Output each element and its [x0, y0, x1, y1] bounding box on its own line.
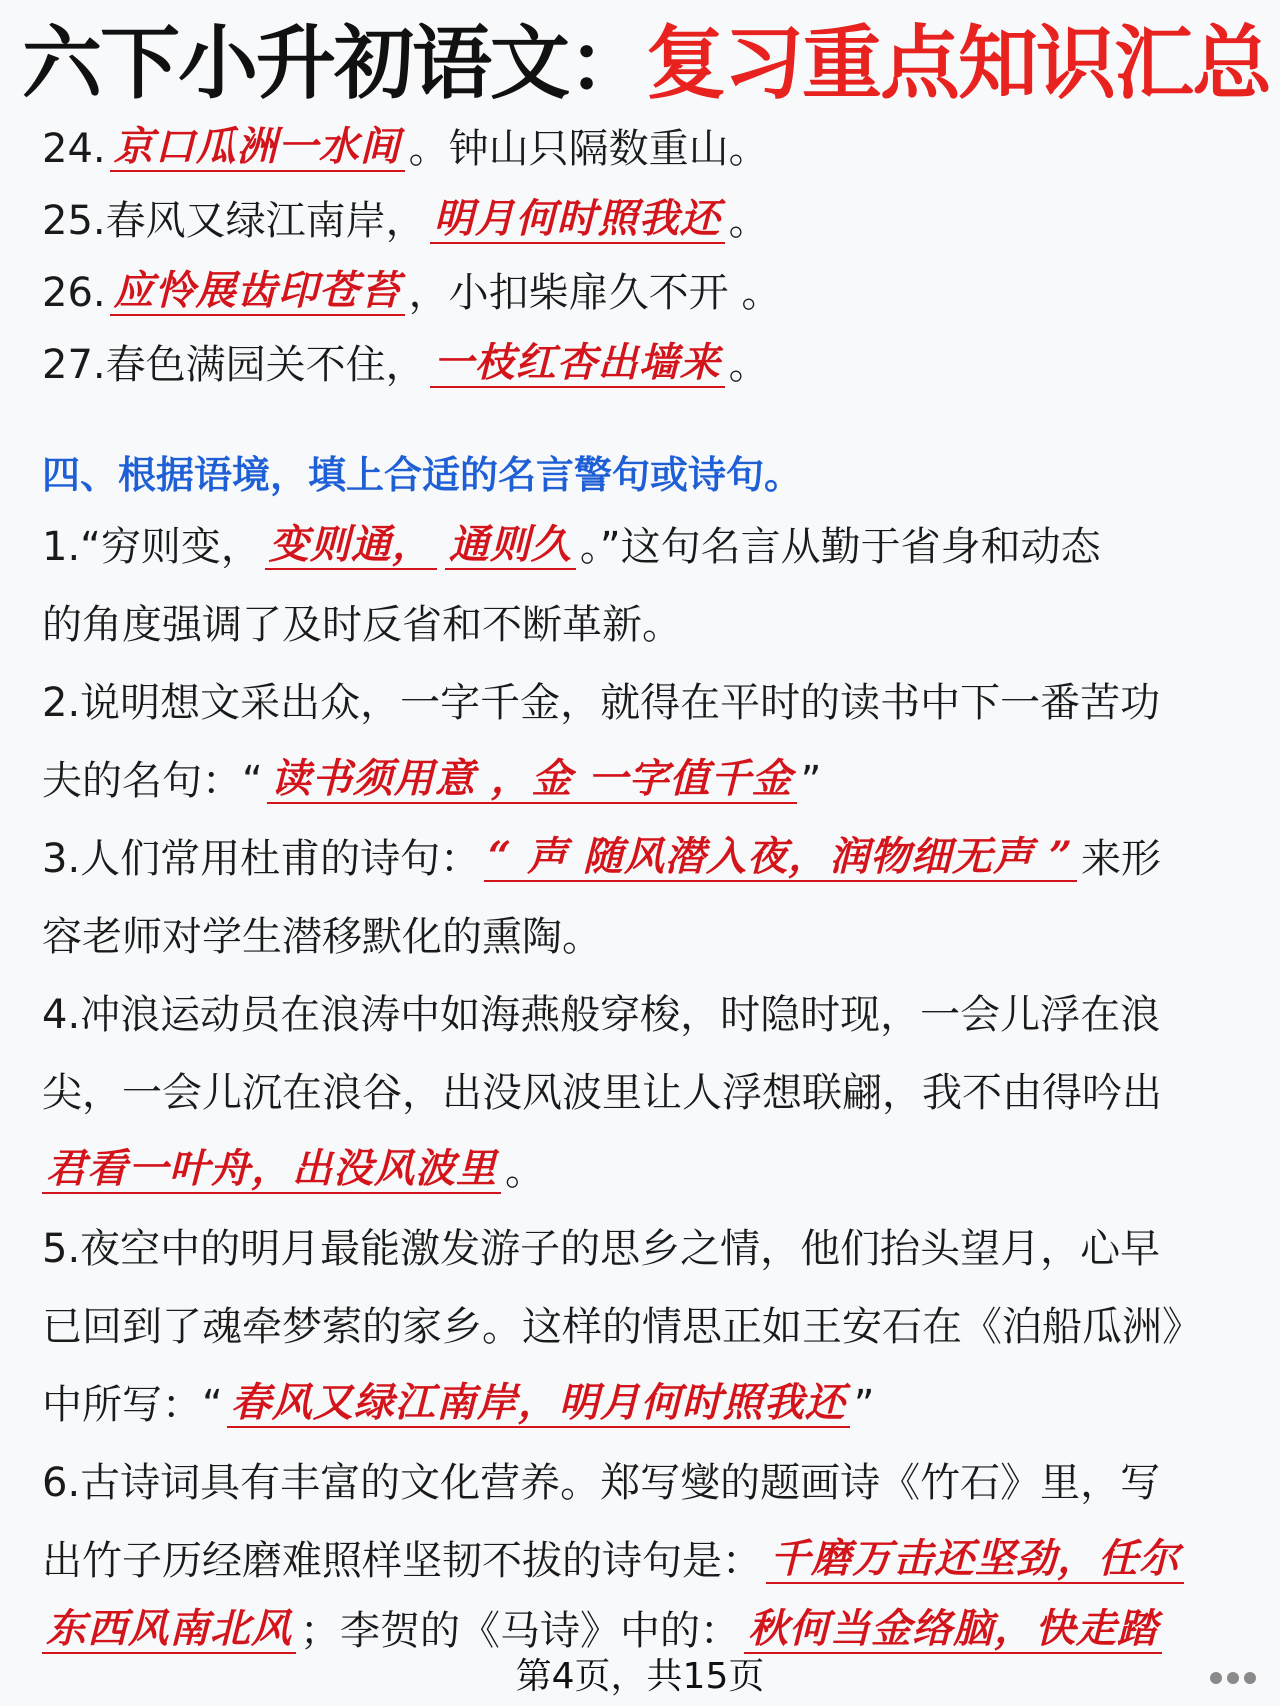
q5-line3: [42, 1366, 1250, 1444]
q5-answer: 春风又绿江南岸，明月何时照我还: [227, 1383, 850, 1428]
q5-line1: [42, 1210, 1250, 1288]
q5-text-a: 5.夜空中的明月最能激发游子的思乡之情，他们抬头望月，心早: [42, 1226, 1161, 1272]
q1-line2: [42, 586, 1250, 664]
q3-text-c: 容老师对学生潜移默化的熏陶。: [42, 914, 602, 960]
q6-line2: [42, 1522, 1250, 1600]
item-25-after: 。: [728, 198, 769, 244]
q4-line1: [42, 976, 1250, 1054]
q6-text-c: ；李贺的《马诗》中的：: [300, 1608, 740, 1654]
item-27-after: 。: [728, 342, 769, 388]
q4-line2: [42, 1054, 1250, 1132]
q5-line2: [42, 1288, 1250, 1366]
q2-text-c: ”: [800, 758, 822, 804]
q1-text-a: 1.“穷则变，: [42, 524, 261, 570]
q3-text-b: 来形: [1080, 836, 1161, 882]
section-heading: 四、根据语境，填上合适的名言警句或诗句。: [42, 452, 803, 497]
q6-text-a: 6.古诗词具有丰富的文化营养。郑写燮的题画诗《竹石》里，写: [42, 1460, 1161, 1506]
item-25-answer: 明月何时照我还: [430, 199, 725, 244]
item-27: [42, 326, 1250, 404]
page-title: [22, 8, 1270, 120]
q2-text-a: 2.说明想文采出众，一字千金，就得在平时的读书中下一番苦功: [42, 680, 1161, 726]
q5-text-b: 已回到了魂牵梦萦的家乡。这样的情思正如王安石在《泊船瓜洲》: [42, 1304, 1202, 1350]
item-27-before: 27.春色满园关不住，: [42, 342, 426, 388]
title-red: 复习重点知识汇总: [646, 17, 1270, 110]
item-27-answer: 一枝红杏出墙来: [430, 343, 725, 388]
item-25: [42, 182, 1250, 260]
q2-answer: 读书须用意 ，金 一字值千金: [267, 759, 797, 804]
item-26-answer: 应怜展齿印苍苔: [110, 271, 405, 316]
q4-text-a: 4.冲浪运动员在浪涛中如海燕般穿梭，时隐时现，一会儿浮在浪: [42, 992, 1161, 1038]
q6-text-b: 出竹子历经磨难照样坚韧不拔的诗句是：: [42, 1538, 762, 1584]
q4-text-b: 尖，一会儿沉在浪谷，出没风波里让人浮想联翩，我不由得吟出: [42, 1070, 1162, 1116]
q2-line1: [42, 664, 1250, 742]
q5-text-d: ”: [853, 1382, 875, 1428]
q6-answer-1: 千磨万击还坚劲，任尔: [766, 1539, 1184, 1584]
q3-line1: [42, 820, 1250, 898]
q6-line1: [42, 1444, 1250, 1522]
q2-text-b: 夫的名句：“: [42, 758, 263, 804]
q2-line2: [42, 742, 1250, 820]
item-24-num: 24.: [42, 126, 106, 172]
item-26: [42, 254, 1250, 332]
q1-answer-2: 通则久: [445, 525, 576, 570]
q3-text-a: 3.人们常用杜甫的诗句：: [42, 836, 481, 882]
q6-answer-3: 秋何当金络脑，快走踏: [744, 1609, 1162, 1654]
item-24: [42, 110, 1250, 188]
q1-text-b: 。”这句名言从勤于省身和动态: [579, 524, 1101, 570]
q1-text-c: 的角度强调了及时反省和不断革新。: [42, 602, 682, 648]
item-25-before: 25.春风又绿江南岸，: [42, 198, 426, 244]
q6-answer-2: 东西风南北风: [42, 1609, 296, 1654]
more-dots-icon[interactable]: [1210, 1672, 1256, 1684]
q3-answer: “ 声 随风潜入夜，润物细无声 ”: [484, 837, 1077, 882]
q4-answer: 君看一叶舟，出没风波里: [42, 1149, 501, 1194]
item-24-answer: 京口瓜洲一水间: [110, 127, 405, 172]
item-26-num: 26.: [42, 270, 106, 316]
title-black: 六下小升初语文：: [22, 17, 646, 110]
q1-answer-1: 变则通，: [265, 525, 437, 570]
page-footer: 第4页，共15页: [515, 1656, 765, 1697]
q4-text-c: 。: [505, 1148, 545, 1194]
q3-line2: [42, 898, 1250, 976]
item-26-after: ，小扣柴扉久不开 。: [408, 270, 782, 316]
q5-text-c: 中所写：“: [42, 1382, 223, 1428]
q4-line3: [42, 1132, 1250, 1210]
q1-line1: [42, 508, 1250, 586]
item-24-after: 。钟山只隔数重山。: [408, 126, 769, 172]
